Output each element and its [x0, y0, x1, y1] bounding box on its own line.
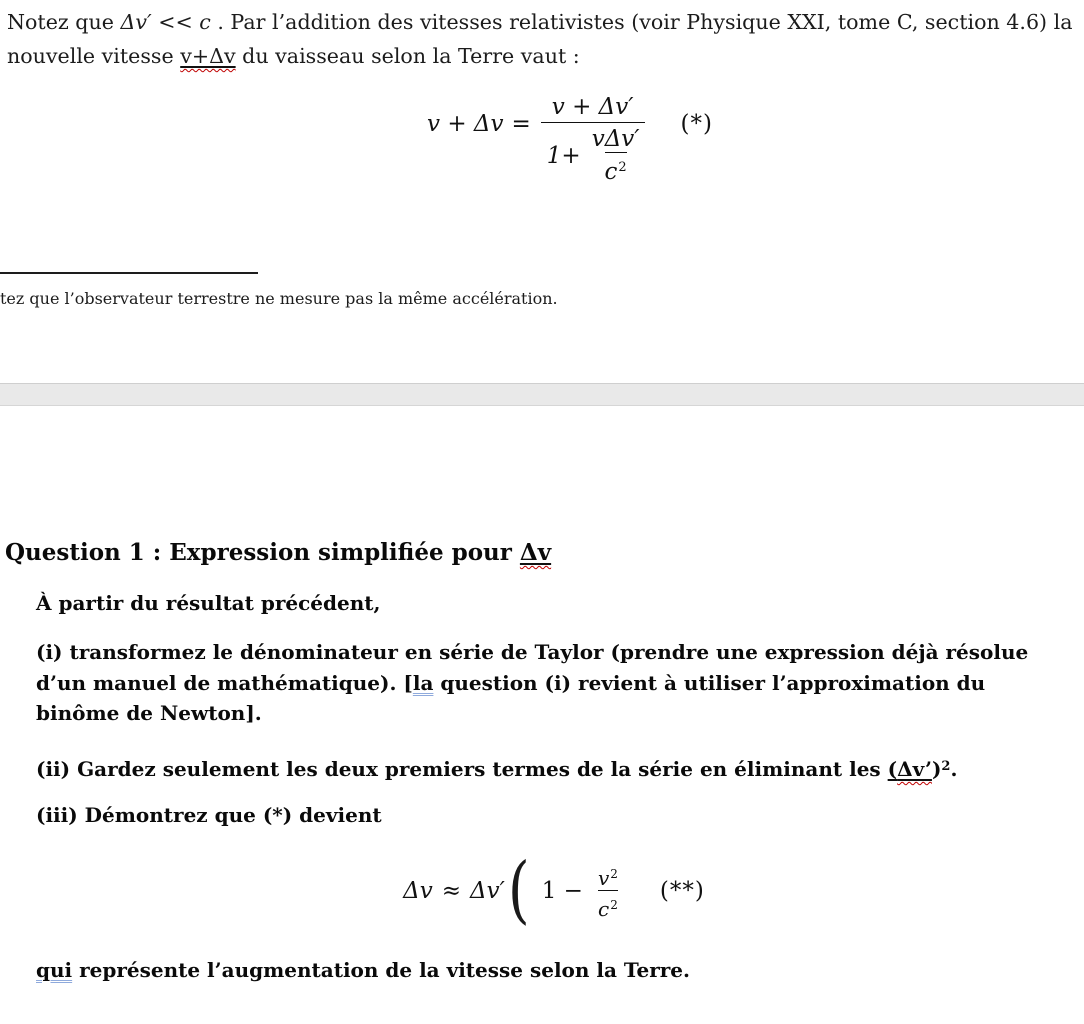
inner-numerator: vΔv′: [591, 126, 640, 152]
one-minus-term: 1 −: [541, 878, 583, 904]
misspelled-word: Δv’: [897, 757, 932, 781]
item-i-line-1: (i) transformez le dénominateur en série de Taylor (prendre une expression déjà résolue: [36, 640, 1029, 664]
close-paren: ): [931, 757, 942, 781]
intro-line: À partir du résultat précédent,: [36, 591, 381, 615]
text-run: (ii) Gardez seulement les deux premiers termes de la série en éliminant les: [36, 757, 888, 781]
paragraph-line-1: [7, 5, 1073, 39]
text-run: d’un manuel de mathématique). [: [36, 670, 413, 695]
grammar-flag-word: qui: [36, 958, 73, 982]
open-paren: (: [887, 757, 898, 781]
page1-paragraph: [7, 5, 1073, 73]
fraction-numerator: v + Δv′: [551, 94, 634, 120]
variable-v: v: [597, 865, 610, 890]
underlined-term: [520, 539, 551, 566]
misspelled-word: Δv: [519, 539, 552, 566]
paragraph-line-2: [7, 39, 1073, 73]
heading-text: Question 1 : Expression simplifiée pour: [5, 539, 520, 566]
equation-star-label: (*): [680, 111, 713, 137]
item-ii: [36, 752, 957, 784]
equation-double-star: [12, 845, 1084, 937]
underlined-term: [888, 757, 932, 781]
text-run: .: [950, 757, 958, 781]
footnote-text: tez que l’observateur terrestre ne mesure pas la même accélération.: [0, 289, 558, 308]
variable-c: c: [604, 159, 618, 185]
page-break-band: [0, 383, 1084, 406]
exponent-2: 2: [610, 866, 618, 881]
approx-sign: ≈: [441, 878, 462, 904]
text-run: . Par l’addition des vitesses relativistes (voir Physique XXI, tome C, section 4.6) la: [210, 10, 1073, 34]
text-run: question (i) revient à utiliser l’approximation du: [433, 670, 986, 695]
fraction-denominator: [541, 122, 645, 185]
variable-c: c: [597, 896, 610, 921]
text-run: Notez que: [7, 10, 121, 34]
item-i: [36, 637, 1028, 729]
coefficient: Δv′: [470, 878, 505, 904]
v2-c2-fraction: [592, 862, 624, 921]
equation-lhs: Δv: [403, 878, 433, 904]
text-run: représente l’augmentation de la vitesse selon la Terre.: [72, 958, 690, 982]
main-fraction: [541, 92, 645, 185]
fraction-numerator: [592, 862, 624, 890]
closing-line: [36, 954, 690, 986]
item-iii: (iii) Démontrez que (*) devient: [36, 803, 382, 827]
grammar-flag-word: la: [412, 670, 434, 695]
inner-fraction: [587, 127, 645, 185]
open-paren: (: [507, 848, 530, 933]
exponent-2: 2: [610, 897, 618, 912]
text-run: nouvelle vitesse: [7, 44, 181, 68]
underlined-term: [180, 44, 235, 68]
fraction-denominator: [598, 890, 618, 921]
equation-double-star-label: (**): [659, 878, 705, 904]
item-i-line-2: [36, 668, 1028, 699]
equation-star: [28, 92, 1084, 185]
equals-sign: =: [511, 111, 531, 137]
denominator-prefix: 1+: [546, 143, 581, 169]
superscript-2: 2: [941, 759, 951, 774]
misspelled-word: v+Δv: [180, 44, 236, 68]
item-i-line-3: binôme de Newton].: [36, 701, 262, 725]
math-expression: Δv′ << c: [120, 10, 211, 34]
footnote-separator: [0, 272, 258, 274]
exponent-2: 2: [618, 160, 627, 175]
text-run: du vaisseau selon la Terre vaut :: [235, 44, 580, 68]
equation-lhs: v + Δv: [427, 111, 504, 137]
inner-denominator: [605, 152, 627, 185]
question-heading: [5, 536, 551, 570]
